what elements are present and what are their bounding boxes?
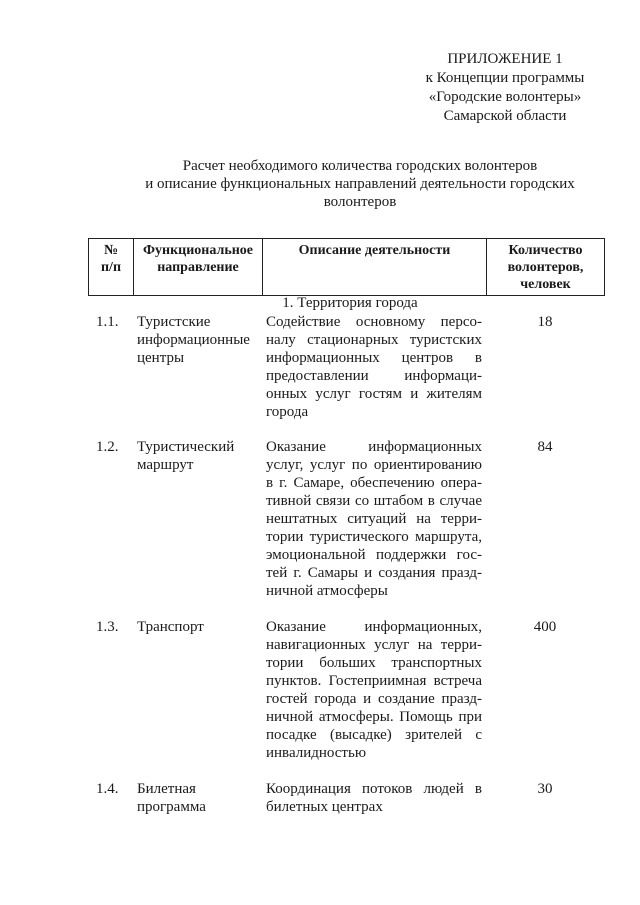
header-quantity-line-2: волонтеров, xyxy=(507,260,584,275)
description-line: тории туристического маршрута, xyxy=(266,529,482,545)
row-description xyxy=(266,618,482,762)
row-description xyxy=(266,313,482,421)
appendix-header xyxy=(380,50,630,126)
row-quantity: 84 xyxy=(537,439,553,455)
description-line: нештатных ситуаций на терри- xyxy=(266,511,482,527)
table-header xyxy=(88,238,605,296)
description-line: ничной атмосферы xyxy=(266,583,388,599)
description-line: гостей города и создание празд- xyxy=(266,691,482,707)
description-line: билетных центрах xyxy=(266,799,383,815)
row-direction xyxy=(137,780,257,816)
direction-line: информационные xyxy=(137,332,250,348)
description-line: тории больших транспортных xyxy=(266,655,482,671)
direction-line: Билетная xyxy=(137,781,196,797)
description-line: инвалидностью xyxy=(266,745,367,761)
header-row xyxy=(89,239,605,296)
direction-line: центры xyxy=(137,350,185,366)
direction-line: Туристический xyxy=(137,439,235,455)
row-direction xyxy=(137,313,257,367)
appendix-line-3: «Городские волонтеры» xyxy=(428,89,582,105)
description-line: услуг, услуг по ориентированию xyxy=(266,457,482,473)
title-line-1: Расчет необходимого количества городских волонтеров xyxy=(182,158,538,174)
header-quantity-line-1: Количество xyxy=(508,243,583,258)
title-line-3: волонтеров xyxy=(323,194,397,210)
direction-line: программа xyxy=(137,799,206,815)
appendix-line-4: Самарской области xyxy=(443,108,567,124)
header-description-label: Описание деятельности xyxy=(298,243,451,258)
description-line: онных услуг гостям и жителям xyxy=(266,386,482,402)
description-line: города xyxy=(266,404,309,420)
direction-line: маршрут xyxy=(137,457,194,473)
description-line: информационных центров в xyxy=(266,350,482,366)
header-direction-line-1: Функциональное xyxy=(142,243,254,258)
row-description xyxy=(266,780,482,816)
header-direction-line-2: направление xyxy=(157,260,239,275)
row-description xyxy=(266,438,482,600)
section-title: 1. Территория города xyxy=(282,295,418,311)
row-quantity: 400 xyxy=(533,619,557,635)
row-quantity: 30 xyxy=(537,781,553,797)
header-num-line-2: п/п xyxy=(100,260,122,275)
description-line: ничной атмосферы. Помощь при xyxy=(266,709,482,725)
appendix-line-2: к Концепции программы xyxy=(425,70,585,86)
description-line: пунктов. Гостеприимная встреча xyxy=(266,673,482,689)
appendix-line-1: ПРИЛОЖЕНИЕ 1 xyxy=(447,51,563,67)
description-line: предоставлении информаци- xyxy=(266,368,482,384)
description-line: навигационных услуг на терри- xyxy=(266,637,482,653)
row-quantity: 18 xyxy=(537,314,553,330)
header-direction xyxy=(134,239,263,296)
header-quantity-line-3: человек xyxy=(520,277,571,292)
description-line: посадке (высадке) зрителей с xyxy=(266,727,482,743)
document-title xyxy=(100,157,620,211)
header-quantity xyxy=(487,239,605,296)
header-description xyxy=(263,239,487,296)
description-line: налу стационарных туристских xyxy=(266,332,482,348)
row-direction xyxy=(137,618,257,636)
row-number: 1.4. xyxy=(96,781,119,797)
row-direction xyxy=(137,438,257,474)
description-line: Оказание информационных xyxy=(266,439,482,455)
description-line: Координация потоков людей в xyxy=(266,781,482,797)
description-line: тивной связи со штабом в случае xyxy=(266,493,482,509)
direction-line: Транспорт xyxy=(137,619,204,635)
description-line: в г. Самаре, обеспечению опера- xyxy=(266,475,482,491)
description-line: Оказание информационных, xyxy=(266,619,482,635)
header-num-line-1: № xyxy=(103,243,119,258)
row-number: 1.2. xyxy=(96,439,119,455)
direction-line: Туристские xyxy=(137,314,211,330)
description-line: Содействие основному персо- xyxy=(266,314,482,330)
row-number: 1.3. xyxy=(96,619,119,635)
row-number: 1.1. xyxy=(96,314,119,330)
description-line: тей г. Самары и создания празд- xyxy=(266,565,482,581)
header-num xyxy=(89,239,134,296)
title-line-2: и описание функциональных направлений деятельности городских xyxy=(145,176,575,192)
description-line: эмоциональной поддержки гос- xyxy=(266,547,482,563)
